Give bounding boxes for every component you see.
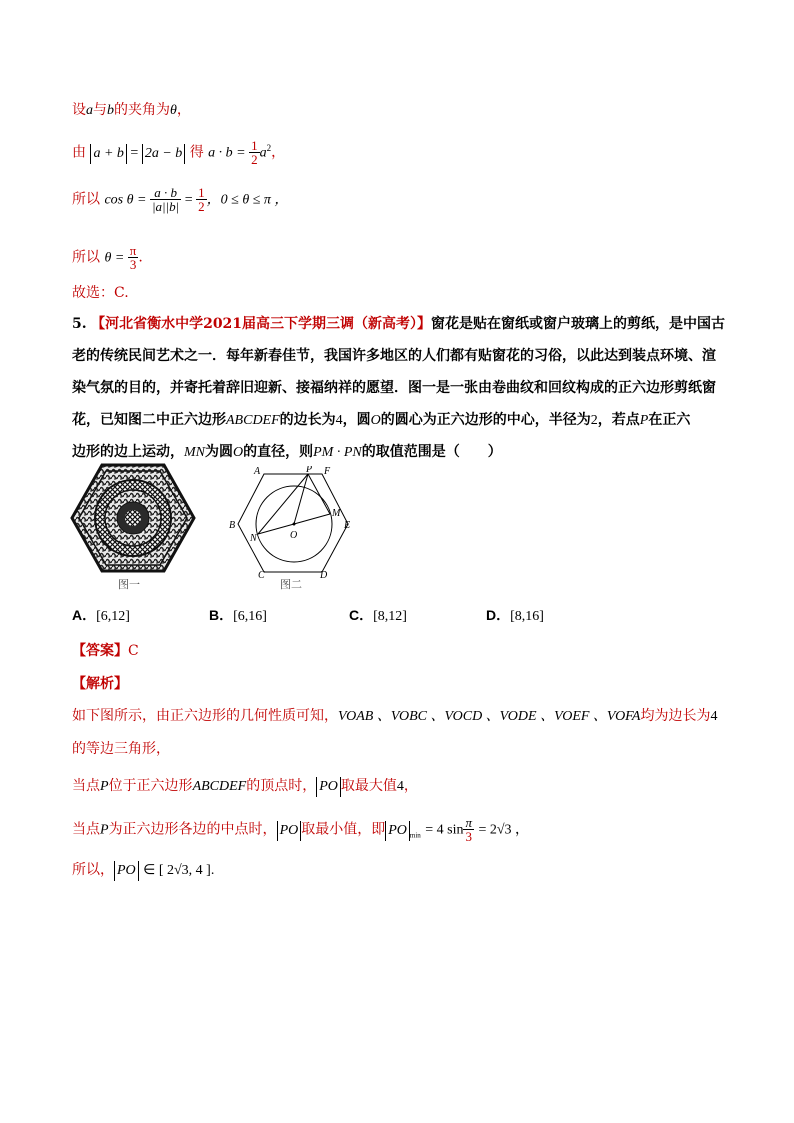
figure-2-caption: 图二 xyxy=(280,578,302,591)
choice-value: [8,12] xyxy=(373,609,407,624)
text: 由 xyxy=(72,144,86,161)
text: 的夹角为 xyxy=(114,102,170,118)
text: 所以 xyxy=(72,249,100,266)
choice-label: D． xyxy=(486,607,511,623)
text: 窗花是贴在窗纸或窗户玻璃上的剪纸，是中国古 xyxy=(431,316,726,332)
text: 当点 xyxy=(72,778,100,794)
math: ABCDEF xyxy=(226,413,280,428)
math: 2 xyxy=(590,413,598,428)
math: = 4 sin xyxy=(425,822,464,838)
figure-1-caption: 图一 xyxy=(118,578,140,591)
math: P xyxy=(100,779,109,794)
math: 4 xyxy=(335,413,343,428)
problem-line-4 xyxy=(72,410,690,431)
choice-d[interactable] xyxy=(486,605,544,625)
text: 当点 xyxy=(72,821,100,838)
choice-label: B． xyxy=(209,607,234,623)
problem-number: 5. xyxy=(72,316,87,332)
text: 的取值范围是（ ） xyxy=(361,444,502,460)
prev-line-3: 所以 cos θ = $\frac{a \cdot b}{|a||b|}$ = $\frac{1}{2}$ ，0 ≤ θ ≤ π ， xyxy=(72,185,289,214)
answer-line xyxy=(72,641,139,661)
analysis-label: 【解析】 xyxy=(72,676,128,692)
math: O xyxy=(370,413,381,428)
prev-line-4: 所以 θ = $\frac{\pi}{3}$ . xyxy=(72,243,143,272)
analysis-line-4: 当点P为正六边形各边的中点时， PO 取最小值，即 PO $_{min}$ = 4 sin $\frac{\pi}{3}$ = 2√3 ， xyxy=(72,815,530,844)
text: 的直径，则 xyxy=(243,444,314,460)
problem-line-3: 染气氛的目的，并寄托着辞旧迎新、接福纳祥的愿望．图一是一张由卷曲纹和回纹构成的正六边形剪纸窗 xyxy=(72,380,716,396)
text: ，圆 xyxy=(342,412,371,428)
math: 4 xyxy=(396,779,404,794)
label-C: C xyxy=(258,570,265,578)
math: O xyxy=(233,445,244,460)
figure-2-diagram xyxy=(228,466,356,591)
text: 取最大值 xyxy=(340,778,397,794)
math: MN xyxy=(184,445,205,460)
prev-line-1: 设a与b的夹角为θ， xyxy=(72,102,191,118)
label-N: N xyxy=(250,533,257,544)
math: VOAB 、VOBC 、VOCD 、VODE 、VOEF 、VOFA xyxy=(338,709,641,724)
text: 所以 xyxy=(72,191,100,208)
text: . xyxy=(138,249,143,266)
label-P: P xyxy=(306,466,313,475)
label-F: F xyxy=(324,466,331,477)
math: P xyxy=(639,413,649,428)
math: 4 xyxy=(710,709,718,724)
problem-line-2: 老的传统民间艺术之一．每年新春佳节，我国许多地区的人们都有贴窗花的习俗，以此达到装点环境、渲 xyxy=(72,348,716,364)
analysis-line-5: 所以， PO ∈ [ 2√3, 4 ]. xyxy=(72,860,214,881)
math: P xyxy=(100,822,109,838)
text: 为圆 xyxy=(205,444,233,460)
analysis-line-3: 当点P位于正六边形ABCDEF的顶点时， PO 取最大值4， xyxy=(72,776,418,797)
math: = 2√3 ， xyxy=(478,822,530,838)
math: ABCDEF xyxy=(192,779,247,794)
problem-source: 【河北省衡水中学2021届高三下学期三调（新高考）】 xyxy=(91,316,432,332)
figure-1-papercut xyxy=(70,462,196,591)
text: 的圆心为正六边形的中心，半径为 xyxy=(380,412,591,428)
text: ， xyxy=(403,778,418,794)
choice-label: C． xyxy=(349,607,374,623)
label-A: A xyxy=(254,466,261,477)
text: 得 xyxy=(189,144,204,161)
analysis-line-1 xyxy=(72,706,717,727)
label-E: E xyxy=(344,520,351,531)
text: 位于正六边形 xyxy=(108,778,193,794)
label-M: M xyxy=(332,508,341,519)
problem-line-1 xyxy=(72,314,725,334)
prev-answer: 故选：C. xyxy=(72,285,129,301)
text: ，0 ≤ θ ≤ π ， xyxy=(206,192,289,208)
choice-label: A． xyxy=(72,607,97,623)
label-D: D xyxy=(320,570,328,578)
text: 取最小值，即 xyxy=(301,821,386,838)
text: 与 xyxy=(93,102,107,118)
text: 的顶点时， xyxy=(246,778,317,794)
choice-value: [8,16] xyxy=(510,609,544,624)
choice-c[interactable] xyxy=(349,605,407,625)
choice-value: [6,16] xyxy=(233,609,267,624)
text: 的边长为 xyxy=(279,412,336,428)
choice-b[interactable] xyxy=(209,605,267,625)
text: 设 xyxy=(72,102,86,118)
choice-value: [6,12] xyxy=(96,609,130,624)
text: 在正六 xyxy=(648,412,691,428)
math: ∈ [ 2√3, 4 ]. xyxy=(143,863,215,878)
label-O: O xyxy=(290,530,298,541)
text: 如下图所示，由正六边形的几何性质可知， xyxy=(72,708,338,724)
text: 所以， xyxy=(72,862,114,878)
analysis-line-2: 的等边三角形， xyxy=(72,741,170,757)
problem-line-5: 边形的边上运动，MN为圆O的直径，则PM · PN的取值范围是（ ） xyxy=(72,444,502,460)
text: 花，已知图二中正六边形 xyxy=(72,412,226,428)
hexagon-diagram xyxy=(228,466,356,578)
answer-value: C xyxy=(128,643,139,659)
text: 为正六边形各边的中点时， xyxy=(108,821,277,838)
text: ，若点 xyxy=(597,412,640,428)
choice-a[interactable] xyxy=(72,605,130,625)
text: 均为边长为 xyxy=(640,708,711,724)
answer-label: 【答案】 xyxy=(72,643,128,659)
prev-line-2: 由 a + b = 2a − b 得 a · b = $\frac{1}{2}$ $a^2$， xyxy=(72,138,286,168)
papercut-image xyxy=(70,462,196,574)
text: 边形的边上运动， xyxy=(72,444,184,460)
label-B: B xyxy=(229,520,236,531)
